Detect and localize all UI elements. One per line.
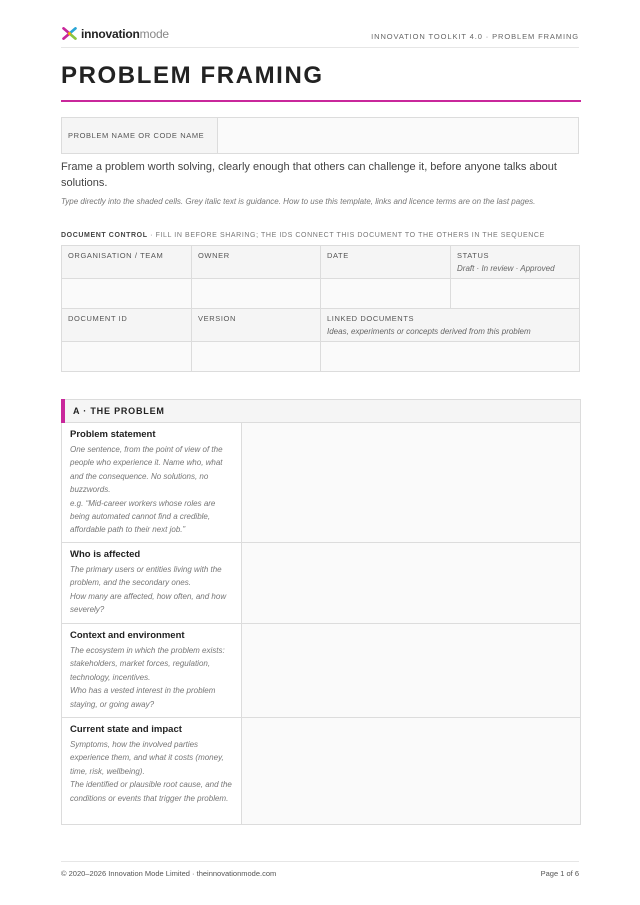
problem-statement-row bbox=[61, 423, 581, 543]
org-team-field[interactable] bbox=[62, 279, 192, 309]
current-state-impact-row bbox=[61, 718, 581, 825]
context-environment-field[interactable] bbox=[242, 624, 580, 717]
page-title: PROBLEM FRAMING bbox=[61, 62, 324, 89]
current-state-impact-heading: Current state and impact bbox=[70, 724, 182, 735]
document-id-field[interactable] bbox=[62, 342, 192, 372]
problem-name-field[interactable] bbox=[218, 118, 578, 153]
problem-name-row bbox=[61, 117, 579, 154]
section-a-header bbox=[61, 399, 581, 423]
document-id-label: DOCUMENT ID bbox=[62, 309, 192, 342]
status-label: STATUS bbox=[457, 251, 490, 260]
section-a-title: A · THE PROBLEM bbox=[73, 406, 165, 416]
guidance-text: Type directly into the shaded cells. Grey italic text is guidance. How to use this template, links and licence terms are on the last pages. bbox=[61, 197, 536, 206]
linked-documents-label-cell bbox=[321, 309, 580, 342]
page-number: Page 1 of 6 bbox=[540, 869, 579, 878]
version-field[interactable] bbox=[192, 342, 321, 372]
document-control-table bbox=[61, 245, 580, 372]
problem-statement-guidance: One sentence, from the point of view of the people who experience it. Name who, what and the consequence. No solutions, no buzzwords. e.g. “Mid-career workers whose roles are being automated cannot find a credible, affordable path to their next job.” bbox=[70, 445, 223, 535]
current-state-impact-field[interactable] bbox=[242, 718, 580, 824]
innovationmode-logo-icon bbox=[61, 25, 78, 42]
status-label-cell bbox=[451, 246, 580, 279]
problem-statement-heading: Problem statement bbox=[70, 429, 156, 440]
linked-documents-hint: Ideas, experiments or concepts derived from this problem bbox=[327, 327, 531, 336]
problem-name-label: PROBLEM NAME OR CODE NAME bbox=[62, 118, 218, 153]
title-divider bbox=[61, 100, 581, 102]
page-footer bbox=[61, 861, 579, 878]
who-is-affected-field[interactable] bbox=[242, 543, 580, 623]
brand-logo bbox=[61, 25, 169, 42]
context-environment-heading: Context and environment bbox=[70, 630, 185, 641]
linked-documents-label: LINKED DOCUMENTS bbox=[327, 314, 415, 323]
status-hint: Draft · In review · Approved bbox=[457, 264, 555, 273]
who-is-affected-row bbox=[61, 543, 581, 624]
status-field[interactable] bbox=[451, 279, 580, 309]
intro-text: Frame a problem worth solving, clearly enough that others can challenge it, before anyone talks about solutions. bbox=[61, 161, 557, 189]
context-environment-row bbox=[61, 624, 581, 718]
linked-documents-field[interactable] bbox=[321, 342, 580, 372]
document-control-note: · FILL IN BEFORE SHARING; THE IDS CONNECT THIS DOCUMENT TO THE OTHERS IN THE SEQUENCE bbox=[150, 232, 545, 239]
owner-label: OWNER bbox=[192, 246, 321, 279]
problem-statement-field[interactable] bbox=[242, 423, 580, 542]
version-label: VERSION bbox=[192, 309, 321, 342]
who-is-affected-guidance: The primary users or entities living with the problem, and the secondary ones. How many are affected, how often, and how severely? bbox=[70, 565, 227, 615]
date-field[interactable] bbox=[321, 279, 451, 309]
section-accent-bar bbox=[61, 399, 65, 423]
logo-text-light: mode bbox=[139, 26, 169, 41]
who-is-affected-heading: Who is affected bbox=[70, 549, 141, 560]
document-control-heading bbox=[61, 232, 545, 239]
current-state-impact-guidance: Symptoms, how the involved parties experience them, and what it costs (money, time, risk, wellbeing). The identified or plausible root cause, and the conditions or events that trigger the problem. bbox=[70, 740, 232, 803]
document-meta: INNOVATION TOOLKIT 4.0 · PROBLEM FRAMING bbox=[371, 32, 579, 41]
context-environment-guidance: The ecosystem in which the problem exists: stakeholders, market forces, regulation, technology, incentives. Who has a vested interest in the problem staying, or going away? bbox=[70, 646, 225, 709]
org-team-label: ORGANISATION / TEAM bbox=[62, 246, 192, 279]
logo-text-bold: innovation bbox=[81, 26, 140, 41]
owner-field[interactable] bbox=[192, 279, 321, 309]
page-header bbox=[61, 22, 579, 48]
date-label: DATE bbox=[321, 246, 451, 279]
document-control-title: DOCUMENT CONTROL bbox=[61, 232, 148, 239]
section-a-problem bbox=[61, 399, 581, 825]
footer-copyright: © 2020–2026 Innovation Mode Limited · theinnovationmode.com bbox=[61, 869, 277, 878]
